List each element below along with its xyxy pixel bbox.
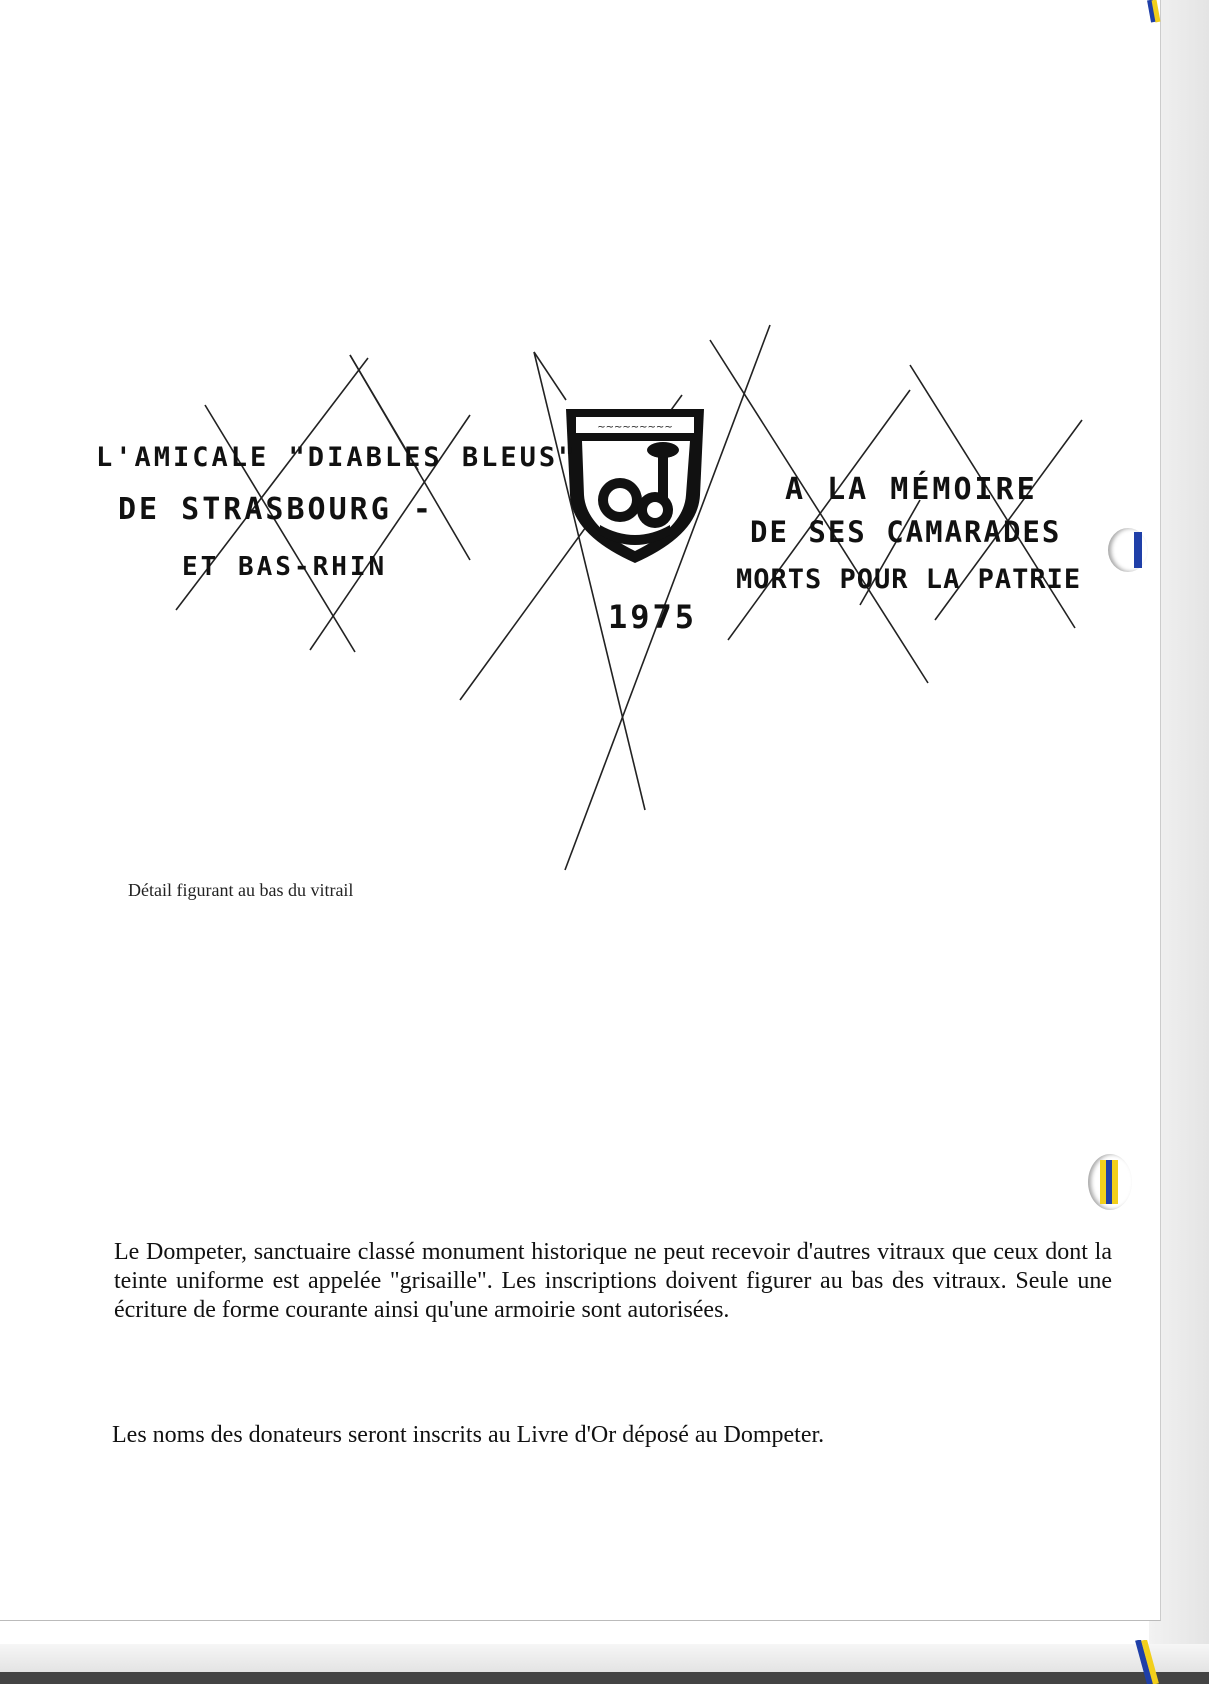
inscription-left-line-3: ET BAS-RHIN bbox=[182, 552, 388, 582]
svg-text:~~~~~~~~~: ~~~~~~~~~ bbox=[597, 422, 673, 433]
inscription-right-line-3: MORTS POUR LA PATRIE bbox=[736, 564, 1082, 595]
inscription-right-line-1: A LA MÉMOIRE bbox=[785, 472, 1038, 507]
inscription-year: 1975 bbox=[608, 598, 698, 636]
inscription-left-line-2: DE STRASBOURG - bbox=[118, 492, 434, 527]
donor-note: Les noms des donateurs seront inscrits au Livre d'Or déposé au Dompeter. bbox=[112, 1422, 825, 1448]
binding-cord-icon bbox=[1130, 1640, 1180, 1684]
body-paragraph: Le Dompeter, sanctuaire classé monument historique ne peut recevoir d'autres vitraux que ceux dont la teinte uniforme est appelée "grisaille". Les inscriptions doivent figurer au bas des vitraux. Seule une écriture de forme courante ainsi qu'une armoirie sont autorisées. bbox=[114, 1239, 1112, 1323]
inscription-left-line-1: L'AMICALE "DIABLES BLEUS" bbox=[96, 442, 578, 473]
shield-crest-icon bbox=[560, 405, 710, 565]
scan-bottom-shadow bbox=[0, 1672, 1209, 1684]
figure-caption: Détail figurant au bas du vitrail bbox=[128, 880, 354, 900]
binding-cord-icon bbox=[1096, 1160, 1126, 1204]
inscription-right-line-2: DE SES CAMARADES bbox=[750, 515, 1062, 549]
